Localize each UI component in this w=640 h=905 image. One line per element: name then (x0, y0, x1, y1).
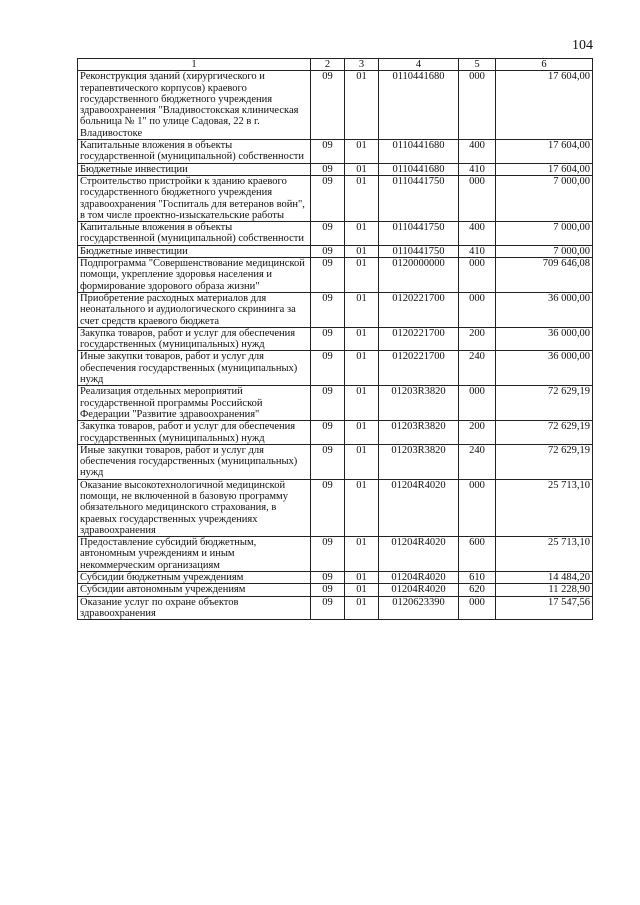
row-col-5: 000 (459, 386, 496, 421)
row-col-3: 01 (345, 479, 379, 536)
row-col-2: 09 (311, 596, 345, 620)
table-row (78, 292, 593, 327)
row-name: Реконструкция зданий (хирургического и терапевтического корпусов) краевого государственного бюджетного учреждения здравоохранения "Владивостокская клиническая больница № 1" по улице Садовая, 22 в г. Владивостоке (78, 71, 311, 140)
row-col-3: 01 (345, 386, 379, 421)
row-col-2: 09 (311, 479, 345, 536)
row-col-3: 01 (345, 140, 379, 164)
row-col-2: 09 (311, 245, 345, 257)
row-col-4: 01204R4020 (379, 537, 459, 572)
row-col-3: 01 (345, 222, 379, 246)
row-col-4: 01204R4020 (379, 584, 459, 596)
row-col-3: 01 (345, 175, 379, 221)
row-amount: 11 228,90 (496, 584, 593, 596)
row-amount: 36 000,00 (496, 351, 593, 386)
row-col-4: 0110441750 (379, 175, 459, 221)
row-col-5: 410 (459, 163, 496, 175)
row-name: Оказание услуг по охране объектов здравоохранения (78, 596, 311, 620)
row-col-3: 01 (345, 258, 379, 293)
table-row (78, 222, 593, 246)
header-col-5: 5 (459, 59, 496, 71)
row-col-2: 09 (311, 140, 345, 164)
row-col-4: 01204R4020 (379, 479, 459, 536)
row-name: Капитальные вложения в объекты государственной (муниципальной) собственности (78, 140, 311, 164)
row-col-2: 09 (311, 258, 345, 293)
row-col-2: 09 (311, 537, 345, 572)
row-col-5: 000 (459, 258, 496, 293)
header-col-1: 1 (78, 59, 311, 71)
table-row (78, 175, 593, 221)
row-col-5: 000 (459, 479, 496, 536)
table-body (78, 71, 593, 620)
table-row (78, 386, 593, 421)
row-amount: 36 000,00 (496, 327, 593, 351)
header-col-6: 6 (496, 59, 593, 71)
row-col-4: 01203R3820 (379, 444, 459, 479)
row-col-4: 0110441680 (379, 140, 459, 164)
row-col-2: 09 (311, 222, 345, 246)
row-col-2: 09 (311, 572, 345, 584)
table-row (78, 444, 593, 479)
row-col-2: 09 (311, 386, 345, 421)
row-name: Иные закупки товаров, работ и услуг для обеспечения государственных (муниципальных) нужд (78, 351, 311, 386)
table-row (78, 479, 593, 536)
row-amount: 25 713,10 (496, 537, 593, 572)
row-col-3: 01 (345, 584, 379, 596)
row-amount: 72 629,19 (496, 444, 593, 479)
row-col-2: 09 (311, 71, 345, 140)
row-col-5: 200 (459, 327, 496, 351)
row-col-3: 01 (345, 421, 379, 445)
row-amount: 17 604,00 (496, 163, 593, 175)
table-row (78, 351, 593, 386)
row-col-2: 09 (311, 163, 345, 175)
row-amount: 14 484,20 (496, 572, 593, 584)
row-col-2: 09 (311, 351, 345, 386)
table-row (78, 596, 593, 620)
row-col-2: 09 (311, 327, 345, 351)
table-row (78, 163, 593, 175)
row-col-3: 01 (345, 327, 379, 351)
row-col-4: 01203R3820 (379, 386, 459, 421)
row-col-3: 01 (345, 596, 379, 620)
row-col-3: 01 (345, 444, 379, 479)
row-col-5: 610 (459, 572, 496, 584)
row-name: Субсидии бюджетным учреждениям (78, 572, 311, 584)
row-col-5: 000 (459, 71, 496, 140)
row-col-3: 01 (345, 351, 379, 386)
row-amount: 36 000,00 (496, 292, 593, 327)
row-col-4: 01203R3820 (379, 421, 459, 445)
row-col-4: 0120000000 (379, 258, 459, 293)
row-col-3: 01 (345, 163, 379, 175)
row-col-4: 0110441750 (379, 245, 459, 257)
row-name: Субсидии автономным учреждениям (78, 584, 311, 596)
row-col-5: 240 (459, 351, 496, 386)
row-name: Подпрограмма "Совершенствование медицинской помощи, укрепление здоровья населения и формирование здорового образа жизни" (78, 258, 311, 293)
row-col-5: 600 (459, 537, 496, 572)
table-row (78, 537, 593, 572)
table-row (78, 258, 593, 293)
header-col-4: 4 (379, 59, 459, 71)
row-amount: 72 629,19 (496, 421, 593, 445)
row-col-3: 01 (345, 292, 379, 327)
row-name: Реализация отдельных мероприятий государственной программы Российской Федерации "Развитие здравоохранения" (78, 386, 311, 421)
table-row (78, 71, 593, 140)
table-row (78, 584, 593, 596)
row-col-5: 400 (459, 140, 496, 164)
row-name: Закупка товаров, работ и услуг для обеспечения государственных (муниципальных) нужд (78, 421, 311, 445)
row-name: Бюджетные инвестиции (78, 163, 311, 175)
row-name: Приобретение расходных материалов для неонатального и аудиологического скрининга за счет средств краевого бюджета (78, 292, 311, 327)
row-col-4: 0120221700 (379, 351, 459, 386)
row-amount: 25 713,10 (496, 479, 593, 536)
row-name: Предоставление субсидий бюджетным, автономным учреждениям и иным некоммерческим организациям (78, 537, 311, 572)
row-col-2: 09 (311, 175, 345, 221)
row-name: Закупка товаров, работ и услуг для обеспечения государственных (муниципальных) нужд (78, 327, 311, 351)
row-col-2: 09 (311, 421, 345, 445)
row-col-3: 01 (345, 572, 379, 584)
row-amount: 17 604,00 (496, 71, 593, 140)
row-col-4: 0120221700 (379, 292, 459, 327)
row-col-3: 01 (345, 537, 379, 572)
header-col-2: 2 (311, 59, 345, 71)
row-col-5: 200 (459, 421, 496, 445)
table-row (78, 421, 593, 445)
row-amount: 17 604,00 (496, 140, 593, 164)
header-col-3: 3 (345, 59, 379, 71)
row-col-3: 01 (345, 71, 379, 140)
row-col-5: 000 (459, 175, 496, 221)
row-name: Оказание высокотехнологичной медицинской помощи, не включенной в базовую программу обязательного медицинского страхования, в краевых государственных учреждениях здравоохранения (78, 479, 311, 536)
row-col-4: 0120221700 (379, 327, 459, 351)
row-col-5: 400 (459, 222, 496, 246)
row-col-4: 0110441680 (379, 163, 459, 175)
row-col-2: 09 (311, 292, 345, 327)
row-col-5: 000 (459, 596, 496, 620)
table-row (78, 140, 593, 164)
header-row (78, 59, 593, 71)
row-col-2: 09 (311, 584, 345, 596)
row-col-4: 0110441750 (379, 222, 459, 246)
table-row (78, 327, 593, 351)
row-amount: 72 629,19 (496, 386, 593, 421)
row-col-4: 0110441680 (379, 71, 459, 140)
row-amount: 17 547,56 (496, 596, 593, 620)
row-name: Строительство пристройки к зданию краевого государственного бюджетного учреждения здравоохранения "Госпиталь для ветеранов войн", в том числе проектно-изыскательские работы (78, 175, 311, 221)
row-name: Бюджетные инвестиции (78, 245, 311, 257)
row-name: Капитальные вложения в объекты государственной (муниципальной) собственности (78, 222, 311, 246)
row-col-4: 01204R4020 (379, 572, 459, 584)
table-header (78, 59, 593, 71)
row-col-5: 240 (459, 444, 496, 479)
row-col-4: 0120623390 (379, 596, 459, 620)
row-amount: 7 000,00 (496, 222, 593, 246)
row-col-3: 01 (345, 245, 379, 257)
page-number: 104 (572, 38, 593, 53)
row-amount: 7 000,00 (496, 175, 593, 221)
budget-table (77, 58, 593, 620)
row-col-5: 410 (459, 245, 496, 257)
row-name: Иные закупки товаров, работ и услуг для обеспечения государственных (муниципальных) нужд (78, 444, 311, 479)
row-col-5: 000 (459, 292, 496, 327)
table-row (78, 245, 593, 257)
row-amount: 709 646,08 (496, 258, 593, 293)
table-row (78, 572, 593, 584)
row-amount: 7 000,00 (496, 245, 593, 257)
row-col-5: 620 (459, 584, 496, 596)
row-col-2: 09 (311, 444, 345, 479)
